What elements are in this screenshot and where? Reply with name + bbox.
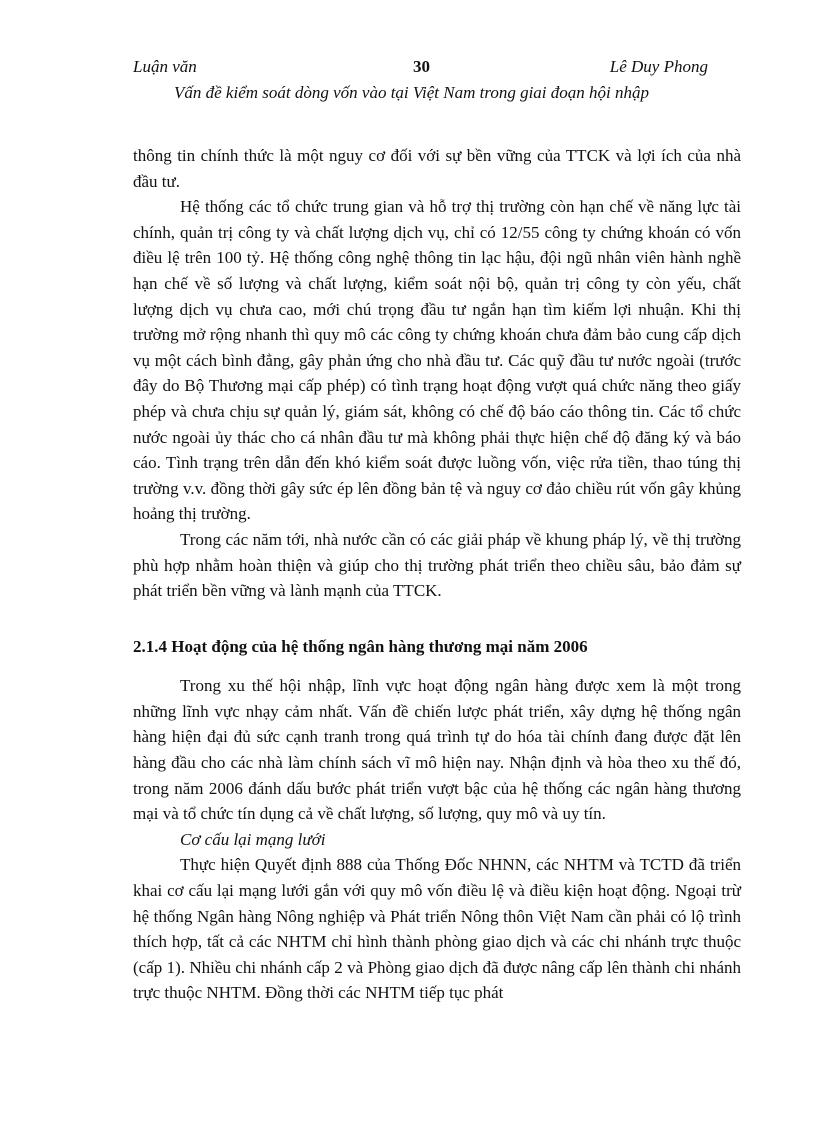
section-heading: 2.1.4 Hoạt động của hệ thống ngân hàng thương mại năm 2006 [133, 636, 588, 656]
paragraph-continuation: thông tin chính thức là một nguy cơ đối với sự bền vững của TTCK và lợi ích của nhà đầu tư. [133, 146, 741, 191]
subsection-heading: Cơ cấu lại mạng lưới [180, 829, 326, 849]
paragraph-intermediary-organizations: Hệ thống các tổ chức trung gian và hỗ trợ thị trường còn hạn chế về năng lực tài chính, quản trị công ty và chất lượng dịch vụ, chỉ có 12/55 công ty chứng khoán có vốn điều lệ trên 100 tỷ. Hệ thống công nghệ thông tin lạc hậu, đội ngũ nhân viên hành nghề hạn chế về số lượng và chất lượng, kiểm soát nội bộ, quản trị công ty còn yếu, chất lượng dịch vụ chưa cao, mới chú trọng đầu tư ngắn hạn tìm kiếm lợi nhuận. Khi thị trường mở rộng nhanh thì quy mô các công ty chứng khoán chưa đảm bảo cung cấp dịch vụ một cách bình đẳng, gây phản ứng cho nhà đầu tư. Các quỹ đầu tư nước ngoài (trước đây do Bộ Thương mại cấp phép) có tình trạng hoạt động vượt quá chức năng theo giấy phép và chưa chịu sự quản lý, giám sát, không có chế độ báo cáo thông tin. Các tổ chức nước ngoài ủy thác cho cá nhân đầu tư mà không phải thực hiện chế độ đăng ký và báo cáo. Tình trạng trên dẫn đến khó kiểm soát được luồng vốn, việc rửa tiền, thao túng thị trường v.v. đồng thời gây sức ép lên đồng bản tệ và nguy cơ đảo chiều rút vốn gây khủng hoảng thị trường. [133, 197, 741, 524]
header-thesis-title: Vấn đề kiểm soát dòng vốn vào tại Việt Nam trong giai đoạn hội nhập [174, 83, 650, 102]
paragraph-future-solutions: Trong các năm tới, nhà nước cần có các giải pháp về khung pháp lý, về thị trường phù hợp nhằm hoàn thiện và giúp cho thị trường phát triển theo chiều sâu, bảo đảm sự phát triển bền vững và lành mạnh của TTCK. [133, 529, 741, 601]
header-row [133, 54, 708, 80]
header-author: Lê Duy Phong [609, 57, 708, 76]
page-number: 30 [413, 57, 430, 76]
paragraph-integration-trend: Trong xu thế hội nhập, lĩnh vực hoạt động ngân hàng được xem là một trong những lĩnh vực nhạy cảm nhất. Vấn đề chiến lược phát triển, xây dựng hệ thống ngân hàng hiện đại đủ sức cạnh tranh trong quá trình tự do hóa tài chính đang được đặt lên hàng đầu cho các nhà làm chính sách vĩ mô hiện nay. Nhận định và hòa theo xu thế đó, trong năm 2006 đánh dấu bước phát triển vượt bậc của hệ thống các ngân hàng thương mại và tổ chức tín dụng cả về chất lượng, số lượng, quy mô và uy tín. [133, 676, 741, 824]
page-body [133, 143, 741, 1006]
page-header [133, 54, 708, 106]
paragraph-network-restructuring: Thực hiện Quyết định 888 của Thống Đốc NHNN, các NHTM và TCTD đã triển khai cơ cấu lại mạng lưới gắn với quy mô vốn điều lệ và điều kiện hoạt động. Ngoại trừ hệ thống Ngân hàng Nông nghiệp và Phát triển Nông thôn Việt Nam cần phải có lộ trình thích hợp, tất cả các NHTM chỉ hình thành phòng giao dịch và các chi nhánh trực thuộc (cấp 1). Nhiều chi nhánh cấp 2 và Phòng giao dịch đã được nâng cấp lên thành chi nhánh trực thuộc NHTM. Đồng thời các NHTM tiếp tục phát [133, 855, 741, 1003]
header-document-type: Luận văn [133, 57, 197, 76]
